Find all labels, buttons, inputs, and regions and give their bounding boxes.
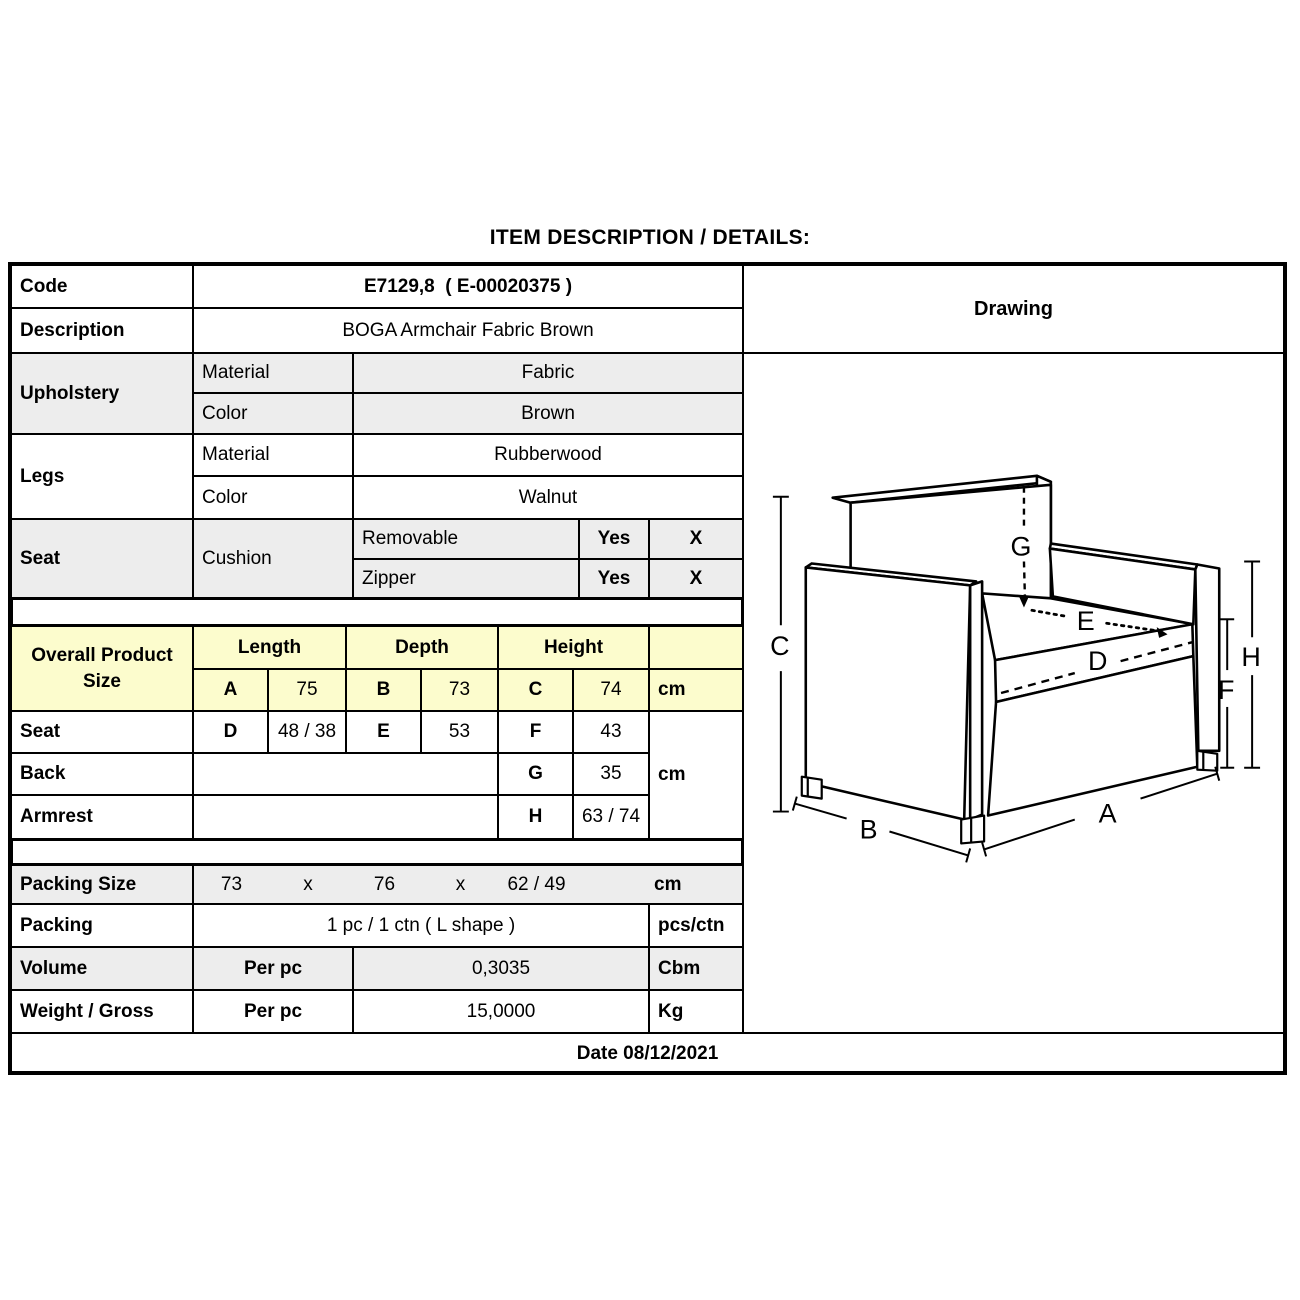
description-value: BOGA Armchair Fabric Brown [192, 307, 744, 354]
packing-size-x1: x [303, 873, 313, 895]
drawing-label-B: B [859, 814, 878, 845]
height-header: Height [497, 625, 650, 670]
seat-label: Seat [10, 518, 194, 599]
overall-size-label: Overall Product Size [10, 625, 194, 712]
upholstery-label: Upholstery [10, 352, 194, 435]
legs-label: Legs [10, 433, 194, 520]
overall-unit: cm [648, 668, 744, 712]
packing-size-x2: x [455, 873, 466, 895]
packing-size-unit: cm [654, 873, 682, 895]
packing-label: Packing [10, 903, 194, 948]
table-outer-border [8, 262, 1287, 1075]
drawing-header: Drawing [742, 264, 1285, 354]
weight-per-label: Per pc [192, 989, 354, 1034]
dim-c-key: C [497, 668, 574, 712]
dim-f-value: 43 [572, 710, 650, 754]
cushion-label: Cushion [192, 518, 354, 599]
upholstery-color-value: Brown [352, 392, 744, 435]
packing-size-v2: 76 [373, 873, 396, 895]
length-header: Length [192, 625, 347, 670]
drawing-label-H: H [1241, 642, 1261, 673]
page-title: ITEM DESCRIPTION / DETAILS: [489, 226, 811, 249]
volume-value: 0,3035 [352, 946, 650, 991]
weight-label: Weight / Gross [10, 989, 194, 1034]
upholstery-material-label: Material [192, 352, 354, 394]
code-value: E7129,8 ( E-00020375 ) [192, 264, 744, 309]
weight-value: 15,0000 [352, 989, 650, 1034]
dim-h-value: 63 / 74 [572, 794, 650, 840]
legs-color-label: Color [192, 475, 354, 520]
depth-header: Depth [345, 625, 499, 670]
dims-unit: cm [648, 710, 744, 840]
upholstery-material-value: Fabric [352, 352, 744, 394]
zipper-yes: Yes [578, 558, 650, 599]
zipper-label: Zipper [352, 558, 580, 599]
volume-unit: Cbm [648, 946, 744, 991]
dim-h-key: H [497, 794, 574, 840]
dim-b-value: 73 [420, 668, 499, 712]
legs-color-value: Walnut [352, 475, 744, 520]
drawing-label-F: F [1217, 674, 1235, 705]
drawing-label-D: D [1087, 646, 1108, 677]
description-label: Description [10, 307, 194, 354]
dim-e-key: E [345, 710, 422, 754]
volume-label: Volume [10, 946, 194, 991]
removable-yes: Yes [578, 518, 650, 560]
removable-mark: X [648, 518, 744, 560]
dim-g-key: G [497, 752, 574, 796]
zipper-mark: X [648, 558, 744, 599]
dim-d-key: D [192, 710, 269, 754]
packing-size-label: Packing Size [10, 864, 194, 905]
drawing-label-C: C [770, 631, 790, 662]
seat-dims-label: Seat [10, 710, 194, 754]
dim-b-key: B [345, 668, 422, 712]
packing-value: 1 pc / 1 ctn ( L shape ) [192, 903, 650, 948]
dim-a-key: A [192, 668, 269, 712]
dim-a-value: 75 [267, 668, 347, 712]
legs-material-value: Rubberwood [352, 433, 744, 477]
packing-size-v1: 73 [220, 873, 243, 895]
volume-per-label: Per pc [192, 946, 354, 991]
packing-size-v3: 62 / 49 [507, 873, 566, 895]
date-row: Date 08/12/2021 [10, 1032, 1285, 1075]
dim-g-value: 35 [572, 752, 650, 796]
legs-material-label: Material [192, 433, 354, 477]
drawing-label-G: G [1010, 531, 1032, 562]
removable-label: Removable [352, 518, 580, 560]
code-label: Code [10, 264, 194, 309]
armrest-dims-label: Armrest [10, 794, 194, 840]
dim-d-value: 48 / 38 [267, 710, 347, 754]
dim-e-value: 53 [420, 710, 499, 754]
drawing-label-A: A [1098, 798, 1117, 829]
drawing-label-E: E [1076, 606, 1095, 637]
dim-c-value: 74 [572, 668, 650, 712]
back-dims-label: Back [10, 752, 194, 796]
weight-unit: Kg [648, 989, 744, 1034]
packing-unit: pcs/ctn [648, 903, 744, 948]
upholstery-color-label: Color [192, 392, 354, 435]
dim-f-key: F [497, 710, 574, 754]
